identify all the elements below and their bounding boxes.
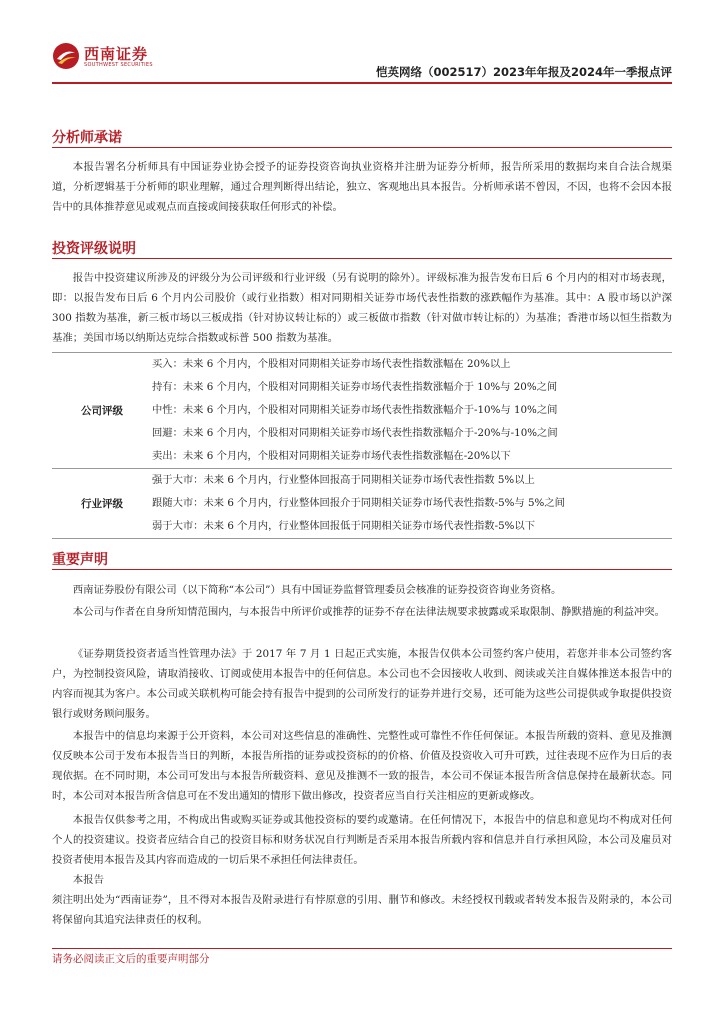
rating-explanation-heading: 投资评级说明 bbox=[52, 241, 136, 257]
rating-row-market-perform: 跟随大市：未来 6 个月内，行业整体回报介于同期相关证券市场代表性指数-5%与 5%之间 bbox=[152, 497, 565, 509]
header-divider bbox=[52, 82, 672, 84]
rating-explanation-text: 报告中投资建议所涉及的评级分为公司评级和行业评级（另有说明的除外）。评级标准为报告发布日后 6 个月内的相对市场表现，即：以报告发布日后 6 个月内公司股价（或行业指数）相对同期相关证券市场代表性指数的涨跌幅作为基准。其中：A 股市场以沪深 300 指数为基准，新三板市场以三板成指（针对协议转让标的）或三板做市指数（针对做市转让标的）为基准；香港市场以恒生指数为基准；美国市场以纳斯达克综合指数或标普 500 指数为基准。 bbox=[52, 272, 672, 344]
rating-row-sell: 卖出：未来 6 个月内，个股相对同期相关证券市场代表性指数涨幅在-20%以下 bbox=[152, 450, 511, 462]
notice-paragraph-1: 西南证券股份有限公司（以下简称“本公司”）具有中国证券监督管理委员会核准的证券投资咨询业务资格。 bbox=[72, 584, 562, 596]
company-rating-group bbox=[52, 353, 672, 469]
rating-row-avoid: 回避：未来 6 个月内，个股相对同期相关证券市场代表性指数涨幅介于-20%与-10%之间 bbox=[152, 427, 558, 439]
rating-row-underperform: 弱于大市：未来 6 个月内，行业整体回报低于同期相关证券市场代表性指数-5%以下 bbox=[152, 520, 536, 532]
report-title: 恺英网络（002517）2023年年报及2024年一季报点评 bbox=[375, 65, 672, 79]
rating-row-hold: 持有：未来 6 个月内，个股相对同期相关证券市场代表性指数涨幅介于 10%与 20%之间 bbox=[152, 381, 558, 393]
logo-mark-icon bbox=[52, 42, 80, 70]
brand-english-name: SOUTHWEST SECURITIES bbox=[84, 62, 153, 68]
industry-rating-group bbox=[52, 469, 672, 539]
important-notice-divider bbox=[52, 569, 672, 570]
notice-paragraph-2: 本公司与作者在自身所知情范围内，与本报告中所评价或推荐的证券不存在法律法规要求披露或采取限制、静默措施的利益冲突。 bbox=[72, 606, 666, 618]
analyst-commitment-divider bbox=[52, 147, 672, 148]
footer-divider bbox=[52, 948, 672, 949]
rating-row-neutral: 中性：未来 6 个月内，个股相对同期相关证券市场代表性指数涨幅介于-10%与 10%之间 bbox=[152, 404, 558, 416]
rating-row-outperform: 强于大市：未来 6 个月内，行业整体回报高于同期相关证券市场代表性指数 5%以上 bbox=[152, 474, 535, 486]
analyst-commitment-text: 本报告署名分析师具有中国证券业协会授予的证券投资咨询执业资格并注册为证券分析师，报告所采用的数据均来自合法合规渠道，分析逻辑基于分析师的职业理解，通过合理判断得出结论，独立、客观地出具本报告。分析师承诺不曾因，不因，也将不会因本报告中的具体推荐意见或观点而直接或间接获取任何形式的补偿。 bbox=[52, 161, 672, 213]
company-logo bbox=[52, 42, 172, 74]
notice-paragraph-3: 《证券期货投资者适当性管理办法》于 2017 年 7 月 1 日起正式实施，本报告仅供本公司签约客户使用，若您并非本公司签约客户，为控制投资风险，请取消接收、订阅或使用本报告中的任何信息。本公司也不会因接收人收到、阅读或关注自媒体推送本报告中的内容而视其为客户。本公司或关联机构可能会持有报告中提到的公司所发行的证券并进行交易，还可能为这些公司提供或争取提供投资银行或财务顾问服务。 bbox=[52, 648, 672, 720]
notice-paragraph-6: 须注明出处为“西南证券”，且不得对本报告及附录进行有悖原意的引用、删节和修改。未经授权刊载或者转发本报告及附录的，本公司将保留向其追究法律责任的权利。 bbox=[52, 894, 672, 926]
rating-row-buy: 买入：未来 6 个月内，个股相对同期相关证券市场代表性指数涨幅在 20%以上 bbox=[152, 358, 511, 370]
brand-name: 西南证券 bbox=[84, 45, 149, 63]
notice-paragraph-4: 本报告中的信息均来源于公开资料，本公司对这些信息的准确性、完整性或可靠性不作任何保证。本报告所载的资料、意见及推测仅反映本公司于发布本报告当日的判断，本报告所指的证券或投资标的的价格、价值及投资收入可升可跌，过往表现不应作为日后的表现依据。在不同时期，本公司可发出与本报告所载资料、意见及推测不一致的报告，本公司不保证本报告所含信息保持在最新状态。同时，本公司对本报告所含信息可在不发出通知的情形下做出修改，投资者应当自行关注相应的更新或修改。 bbox=[52, 730, 672, 802]
analyst-commitment-heading: 分析师承诺 bbox=[52, 130, 122, 146]
important-notice-heading: 重要声明 bbox=[52, 552, 108, 568]
footer-notice: 请务必阅读正文后的重要声明部分 bbox=[52, 953, 210, 965]
industry-rating-label: 行业评级 bbox=[81, 498, 123, 510]
company-rating-label: 公司评级 bbox=[81, 405, 123, 417]
notice-paragraph-6-heading: 本报告 bbox=[72, 874, 104, 886]
notice-paragraph-5: 本报告仅供参考之用，不构成出售或购买证券或其他投资标的要约或邀请。在任何情况下，本报告中的信息和意见均不构成对任何个人的投资建议。投资者应结合自己的投资目标和财务状况自行判断是否采用本报告所载内容和信息并自行承担风险，本公司及雇员对投资者使用本报告及其内容而造成的一切后果不承担任何法律责任。 bbox=[52, 814, 672, 866]
rating-table bbox=[52, 352, 672, 539]
rating-explanation-divider bbox=[52, 258, 672, 259]
